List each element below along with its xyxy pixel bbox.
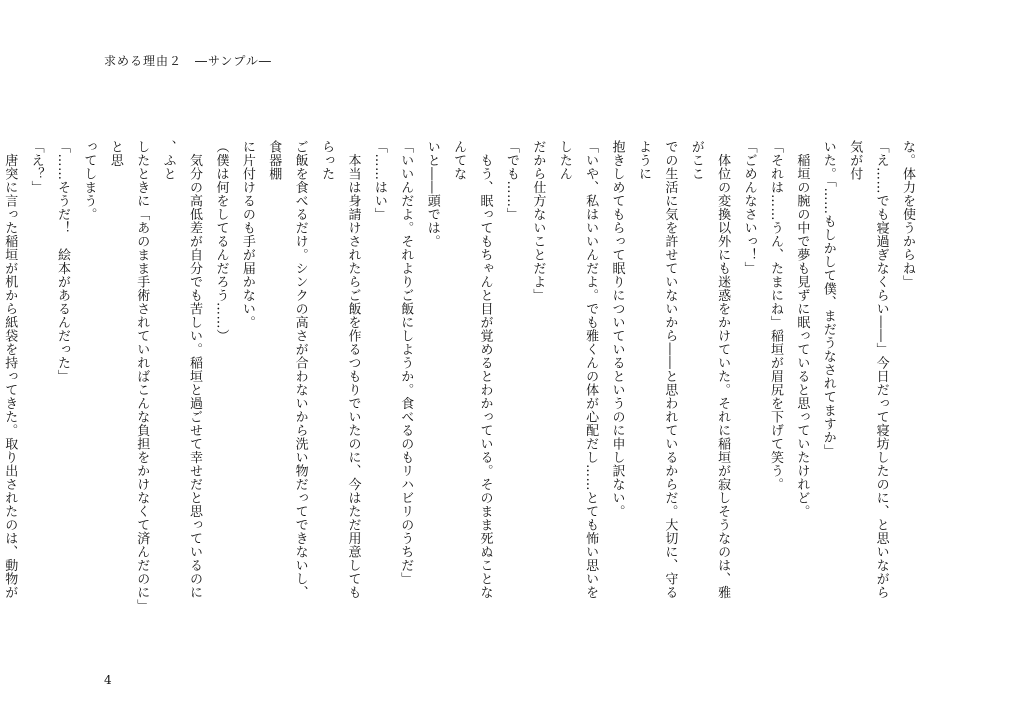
text-line: 「いいんだよ。それよりご飯にしようか。食べるのもリハビリのうちだ」 xyxy=(398,140,414,586)
running-header: 求める理由２ ―サンプル― xyxy=(104,54,272,68)
text-line: ってしまう。 xyxy=(81,140,97,221)
text-line: したときに「あのまま手術されていればこんな負担をかけなくて済んだのに」と思 xyxy=(107,140,150,606)
vertical-body-text xyxy=(2,140,920,610)
page-number: 4 xyxy=(104,673,112,687)
text-line: 「いや、私はいいんだよ。でも雅くんの体が心配だし……とても怖い思いをしたん xyxy=(556,140,599,599)
text-line: もう、眠ってもちゃんと目が覚めるとわかっている。そのまま死ぬことなんてな xyxy=(451,140,493,599)
text-line: 体位の変換以外にも迷惑をかけていた。それに稲垣が寂しそうなのは、雅がここ xyxy=(688,140,731,599)
text-line: いた。「……もしかして僕、まだうなされてますか」 xyxy=(820,140,836,458)
text-line: （僕は何をしてるんだろう……） xyxy=(213,140,229,343)
text-line: に片付けるのも手が届かない。 xyxy=(239,140,255,329)
text-line: だから仕方ないことだよ」 xyxy=(530,140,546,302)
text-line: 唐突に言った稲垣が机から紙袋を持ってきた。取り出されたのは、動物が xyxy=(2,153,18,599)
text-line: 「ごめんなさいっ！」 xyxy=(741,140,757,275)
text-line: 本当は身請けされたらご飯を作るつもりでいたのに、今はただ用意してもらった xyxy=(319,140,361,599)
text-line: 「それは……うん、たまにね」稲垣が眉尻を下げて笑う。 xyxy=(767,140,783,491)
text-line: 「……はい」 xyxy=(371,140,387,221)
text-line: 気分の高低差が自分でも苦しい。稲垣と過ごせて幸せだと思っているのに、ふと xyxy=(160,140,203,599)
text-line: 「え？」 xyxy=(28,140,44,194)
text-line: ご飯を食べるだけ。シンクの高さが合わないから洗い物だってできないし、食器棚 xyxy=(266,140,308,599)
text-line: 「え……でも寝過ぎなくらい――」今日だって寝坊したのに、と思いながら気が付 xyxy=(847,140,889,599)
text-line: いと――頭では。 xyxy=(424,140,440,248)
text-line: 「……そうだ！ 絵本があるんだった」 xyxy=(55,140,70,383)
text-line: 稲垣の腕の中で夢も見ずに眠っていると思っていたけれど。 xyxy=(794,140,810,518)
text-line: での生活に気を許せていないから――と思われているからだ。大切に、守るように xyxy=(635,140,678,599)
text-line: 「でも……」 xyxy=(503,140,519,221)
text-line: な。体力を使うからね」 xyxy=(900,140,915,289)
text-line: 抱きしめてもらって眠りについているというのに申し訳ない。 xyxy=(609,140,625,518)
